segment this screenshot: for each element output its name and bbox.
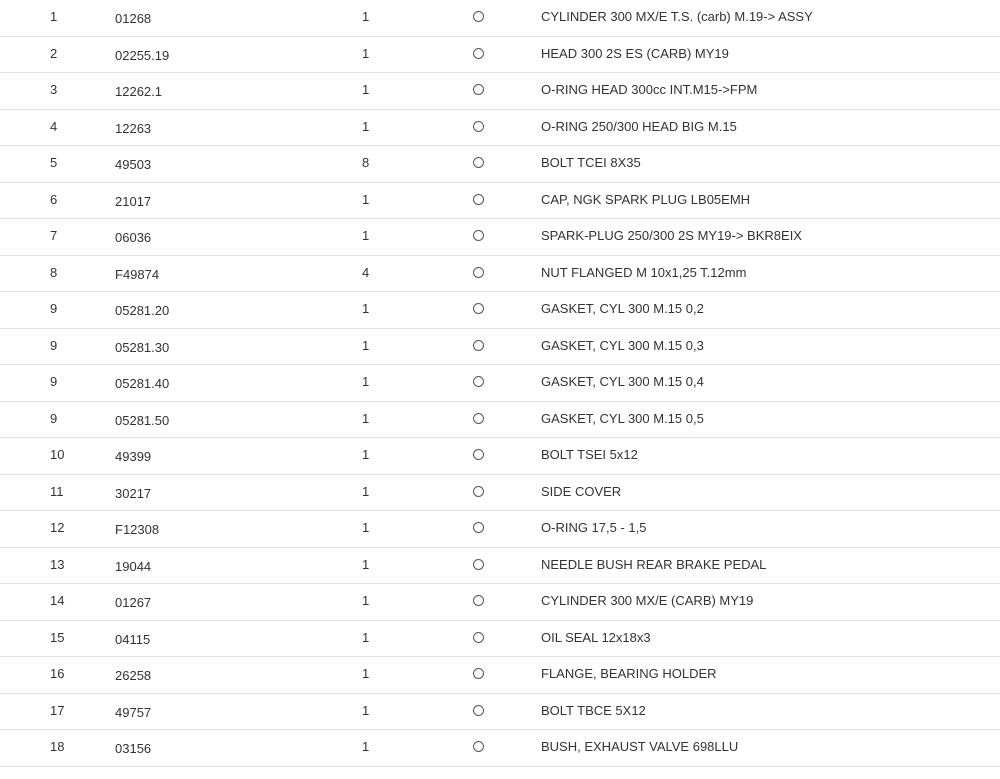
part-code: 01267 [115, 595, 152, 610]
table-row [0, 256, 1000, 293]
position-number: 9 [50, 301, 58, 316]
select-cell[interactable] [473, 594, 484, 609]
part-code: 02255.19 [115, 47, 170, 63]
part-code: 05281.40 [115, 376, 170, 391]
part-code: 05281.30 [115, 339, 170, 355]
part-code: 21017 [115, 193, 152, 209]
part-description: O-RING 250/300 HEAD BIG M.15 [541, 118, 737, 134]
part-description: CAP, NGK SPARK PLUG LB05EMH [541, 191, 751, 207]
table-row [0, 365, 1000, 402]
part-description: BOLT TBCE 5X12 [541, 702, 646, 718]
quantity: 1 [362, 666, 370, 681]
table-row [0, 511, 1000, 548]
position-number: 9 [50, 374, 58, 389]
position-number: 8 [50, 264, 58, 280]
table-row [0, 438, 1000, 475]
select-cell[interactable] [473, 740, 484, 755]
part-code: F49874 [115, 266, 160, 282]
part-description: GASKET, CYL 300 M.15 0,3 [541, 337, 704, 353]
select-cell[interactable] [473, 193, 484, 208]
table-row [0, 657, 1000, 694]
position-number: 14 [50, 593, 65, 608]
position-number: 17 [50, 702, 65, 718]
quantity: 1 [362, 374, 370, 389]
part-description: GASKET, CYL 300 M.15 0,4 [541, 374, 704, 389]
quantity: 1 [362, 9, 370, 24]
radio-circle-icon[interactable] [473, 376, 484, 387]
part-description: NEEDLE BUSH REAR BRAKE PEDAL [541, 556, 767, 572]
select-cell[interactable] [473, 558, 484, 573]
position-number: 5 [50, 155, 58, 170]
part-description: O-RING 17,5 - 1,5 [541, 520, 647, 535]
radio-circle-icon[interactable] [473, 705, 484, 716]
select-cell[interactable] [473, 156, 484, 171]
position-number: 16 [50, 666, 65, 681]
select-cell[interactable] [473, 302, 484, 317]
quantity: 1 [362, 520, 370, 535]
radio-circle-icon[interactable] [473, 157, 484, 168]
radio-circle-icon[interactable] [473, 267, 484, 278]
quantity: 1 [362, 739, 370, 754]
part-code: F12308 [115, 522, 160, 537]
quantity: 1 [362, 629, 370, 645]
part-code: 04115 [115, 631, 151, 647]
radio-circle-icon[interactable] [473, 449, 484, 460]
quantity: 1 [362, 45, 370, 61]
select-cell[interactable] [473, 631, 484, 646]
part-code: 12263 [115, 120, 152, 136]
part-description: NUT FLANGED M 10x1,25 T.12mm [541, 264, 747, 280]
radio-circle-icon[interactable] [473, 522, 484, 533]
select-cell[interactable] [473, 120, 484, 135]
part-description: SPARK-PLUG 250/300 2S MY19-> BKR8EIX [541, 228, 802, 243]
part-description: HEAD 300 2S ES (CARB) MY19 [541, 45, 729, 61]
quantity: 1 [362, 556, 370, 572]
part-description: GASKET, CYL 300 M.15 0,5 [541, 410, 704, 426]
table-row [0, 730, 1000, 767]
position-number: 12 [50, 520, 65, 535]
radio-circle-icon[interactable] [473, 413, 484, 424]
radio-circle-icon[interactable] [473, 84, 484, 95]
position-number: 2 [50, 45, 58, 61]
radio-circle-icon[interactable] [473, 340, 484, 351]
table-row [0, 475, 1000, 512]
quantity: 1 [362, 337, 370, 353]
part-description: FLANGE, BEARING HOLDER [541, 666, 717, 681]
part-description: O-RING HEAD 300cc INT.M15->FPM [541, 82, 758, 97]
part-code: 01268 [115, 11, 152, 26]
part-code: 06036 [115, 230, 152, 245]
position-number: 9 [50, 410, 58, 426]
radio-circle-icon[interactable] [473, 11, 484, 22]
position-number: 7 [50, 228, 58, 243]
position-number: 18 [50, 739, 65, 754]
radio-circle-icon[interactable] [473, 121, 484, 132]
position-number: 13 [50, 556, 65, 572]
quantity: 1 [362, 228, 370, 243]
select-cell[interactable] [473, 667, 484, 682]
table-row [0, 402, 1000, 439]
radio-circle-icon[interactable] [473, 559, 484, 570]
select-cell[interactable] [473, 47, 484, 62]
table-row [0, 183, 1000, 220]
radio-circle-icon[interactable] [473, 230, 484, 241]
select-cell[interactable] [473, 704, 484, 719]
select-cell[interactable] [473, 229, 484, 244]
table-row [0, 146, 1000, 183]
part-code: 19044 [115, 558, 152, 574]
quantity: 1 [362, 301, 370, 316]
quantity: 1 [362, 82, 370, 97]
table-row [0, 621, 1000, 658]
quantity: 1 [362, 191, 370, 207]
table-row [0, 219, 1000, 256]
radio-circle-icon[interactable] [473, 48, 484, 59]
part-code: 05281.50 [115, 412, 170, 428]
position-number: 11 [50, 483, 64, 499]
part-description: BOLT TCEI 8X35 [541, 155, 641, 170]
quantity: 1 [362, 447, 370, 462]
part-description: CYLINDER 300 MX/E T.S. (carb) M.19-> ASSY [541, 9, 813, 24]
position-number: 9 [50, 337, 58, 353]
quantity: 1 [362, 410, 370, 426]
table-row [0, 37, 1000, 74]
select-cell[interactable] [473, 375, 484, 390]
select-cell[interactable] [473, 485, 484, 500]
select-cell[interactable] [473, 412, 484, 427]
quantity: 1 [362, 593, 370, 608]
select-cell[interactable] [473, 10, 484, 25]
part-code: 30217 [115, 485, 152, 501]
select-cell[interactable] [473, 521, 484, 536]
part-description: GASKET, CYL 300 M.15 0,2 [541, 301, 704, 316]
part-code: 12262.1 [115, 84, 162, 99]
position-number: 10 [50, 447, 65, 462]
table-row [0, 548, 1000, 585]
table-row [0, 73, 1000, 110]
radio-circle-icon[interactable] [473, 303, 484, 314]
part-code: 03156 [115, 741, 152, 756]
select-cell[interactable] [473, 448, 484, 463]
radio-circle-icon[interactable] [473, 194, 484, 205]
part-code: 49399 [115, 449, 152, 464]
quantity: 8 [362, 155, 370, 170]
quantity: 4 [362, 264, 370, 280]
select-cell[interactable] [473, 83, 484, 98]
position-number: 6 [50, 191, 58, 207]
radio-circle-icon[interactable] [473, 595, 484, 606]
radio-circle-icon[interactable] [473, 486, 484, 497]
table-row [0, 0, 1000, 37]
position-number: 15 [50, 629, 65, 645]
part-code: 49757 [115, 704, 152, 720]
radio-circle-icon[interactable] [473, 668, 484, 679]
part-description: BOLT TSEI 5x12 [541, 447, 638, 462]
table-row [0, 292, 1000, 329]
part-code: 05281.20 [115, 303, 170, 318]
quantity: 1 [362, 118, 370, 134]
part-description: BUSH, EXHAUST VALVE 698LLU [541, 739, 739, 754]
part-code: 26258 [115, 668, 152, 683]
radio-circle-icon[interactable] [473, 741, 484, 752]
table-row [0, 329, 1000, 366]
radio-circle-icon[interactable] [473, 632, 484, 643]
part-description: OIL SEAL 12x18x3 [541, 629, 651, 645]
position-number: 4 [50, 118, 58, 134]
table-row [0, 110, 1000, 147]
select-cell[interactable] [473, 339, 484, 354]
quantity: 1 [362, 702, 370, 718]
select-cell[interactable] [473, 266, 484, 281]
table-row [0, 694, 1000, 731]
quantity: 1 [362, 483, 370, 499]
part-description: CYLINDER 300 MX/E (CARB) MY19 [541, 593, 754, 608]
part-description: SIDE COVER [541, 483, 622, 499]
position-number: 1 [50, 9, 58, 24]
part-code: 49503 [115, 157, 152, 172]
table-row [0, 584, 1000, 621]
position-number: 3 [50, 82, 58, 97]
